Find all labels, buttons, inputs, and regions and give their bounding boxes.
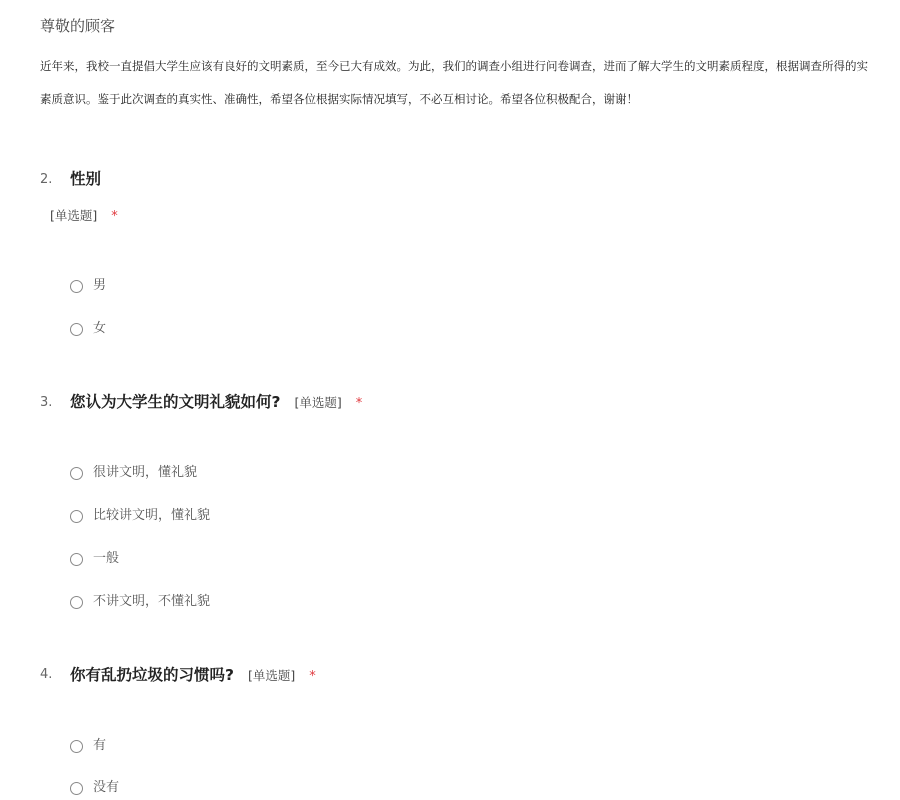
radio-circle-icon[interactable] (70, 740, 83, 753)
option-male[interactable] (70, 276, 106, 296)
radio-circle-icon[interactable] (70, 467, 83, 480)
radio-circle-icon[interactable] (70, 280, 83, 293)
intro-text-line-2: 素质意识。鉴于此次调查的真实性、准确性，希望各位根据实际情况填写，不必互相讨论。希望各位积极配合，谢谢！ (40, 92, 638, 106)
question-title: 你有乱扔垃圾的习惯吗? (70, 666, 234, 684)
question-type-label: [单选题] (248, 668, 296, 683)
option-label: 女 (93, 321, 107, 336)
radio-circle-icon[interactable] (70, 596, 83, 609)
option-label: 不讲文明，不懂礼貌 (93, 594, 211, 609)
option-label: 男 (93, 278, 107, 293)
question-title: 您认为大学生的文明礼貌如何? (70, 393, 281, 411)
option-very-polite[interactable] (70, 463, 197, 483)
option-fairly-polite[interactable] (70, 506, 210, 526)
required-asterisk: * (309, 669, 316, 684)
question-title: 性别 (70, 170, 102, 188)
question-type-label: [单选题] (294, 395, 342, 410)
greeting-heading: 尊敬的顾客 (40, 17, 116, 35)
radio-circle-icon[interactable] (70, 510, 83, 523)
option-female[interactable] (70, 319, 106, 339)
option-not-polite[interactable] (70, 592, 210, 612)
option-label: 很讲文明，懂礼貌 (93, 465, 198, 480)
radio-circle-icon[interactable] (70, 553, 83, 566)
option-no[interactable] (70, 778, 119, 798)
question-type-label: [单选题] (50, 208, 98, 223)
required-asterisk: * (111, 209, 118, 224)
required-asterisk: * (355, 396, 363, 411)
option-label: 有 (93, 738, 107, 753)
question-number: 2. (40, 172, 53, 187)
question-number: 3. (40, 395, 53, 410)
option-yes[interactable] (70, 736, 106, 756)
radio-circle-icon[interactable] (70, 782, 83, 795)
option-label: 一般 (93, 551, 120, 566)
option-label: 比较讲文明，懂礼貌 (93, 508, 211, 523)
option-label: 没有 (93, 780, 120, 795)
radio-circle-icon[interactable] (70, 323, 83, 336)
question-number: 4. (40, 667, 53, 682)
intro-text-line-1: 近年来，我校一直提倡大学生应该有良好的文明素质，至今已大有成效。为此，我们的调查小组进行问卷调查，进而了解大学生的文明素质程度，根据调查所得的实 (40, 59, 868, 73)
option-average[interactable] (70, 549, 119, 569)
